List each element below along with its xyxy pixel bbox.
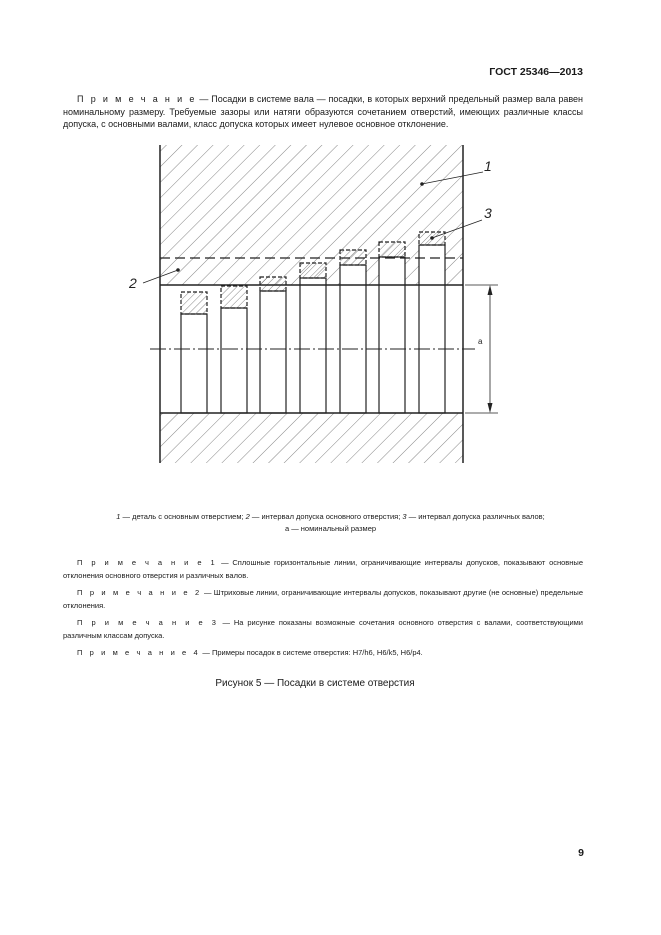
- shaft-1: [181, 314, 207, 413]
- lower-part-hatch: [160, 413, 463, 463]
- intro-note-label: П р и м е ч а н и е: [77, 94, 197, 104]
- legend-line-2: а — номинальный размер: [284, 524, 377, 533]
- note-2: [63, 586, 583, 612]
- note-2-text: — Штриховые линии, ограничивающие интервалы допусков, показывают другие (не основные) предельные отклонения.: [63, 588, 583, 610]
- legend-num-2: 2: [245, 512, 250, 521]
- note-3: [63, 616, 583, 642]
- callout-2: 2: [129, 275, 137, 291]
- note-3-text: — На рисунке показаны возможные сочетания основного отверстия с валами, соответствующими различным классам допуска.: [63, 618, 583, 640]
- shaft-6: [379, 257, 405, 413]
- note-3-label: П р и м е ч а н и е 3: [77, 618, 219, 627]
- intro-note-text: — Посадки в системе вала — посадки, в которых верхний предельный размер вала равен номинальному размеру. Требуемые зазоры или натяги образуются сочетанием отверстий, имеющих различные классы допуска, с основными валами, класс допуска которых имеет нулевое основное отклонение.: [63, 94, 583, 129]
- notes: [63, 556, 583, 663]
- leader-1-dot: [420, 182, 424, 186]
- shaft-zone-2: [221, 286, 247, 308]
- legend-num-3: 3: [402, 512, 407, 521]
- legend-text-2: — интервал допуска основного отверстия;: [249, 512, 403, 521]
- legend-text-3: — интервал допуска различных валов;: [406, 512, 545, 521]
- shaft-3: [260, 291, 286, 413]
- shaft-zone-3: [260, 277, 286, 291]
- note-1: [63, 556, 583, 582]
- callout-1: 1: [484, 158, 492, 174]
- intro-note: [63, 93, 583, 131]
- document-code: ГОСТ 25346—2013: [489, 66, 583, 78]
- note-1-label: П р и м е ч а н и е 1: [77, 558, 218, 567]
- shaft-5: [340, 265, 366, 413]
- shaft-zone-1: [181, 292, 207, 314]
- dim-arrow-bottom: [488, 403, 493, 413]
- shaft-zone-6: [379, 242, 405, 257]
- figure-legend: [58, 511, 603, 535]
- note-4: [63, 646, 583, 659]
- dim-label: а: [478, 337, 483, 346]
- note-4-label: П р и м е ч а н и е 4: [77, 648, 201, 657]
- shaft-4: [300, 278, 326, 413]
- leader-2-dot: [176, 268, 180, 272]
- tolerance-diagram: [115, 140, 535, 470]
- page-number: 9: [578, 847, 584, 859]
- callout-3: 3: [484, 205, 492, 221]
- shaft-zone-4: [300, 263, 326, 278]
- note-4-text: — Примеры посадок в системе отверстия: H7/h6, H6/k5, H6/p4.: [200, 648, 423, 657]
- leader-3-dot: [430, 236, 434, 240]
- note-2-label: П р и м е ч а н и е 2: [77, 588, 202, 597]
- shaft-7: [419, 245, 445, 413]
- shaft-2: [221, 308, 247, 413]
- legend-line-1: [58, 511, 603, 523]
- note-1-text: — Сплошные горизонтальные линии, ограничивающие интервалы допусков, показывают основные отклонения основного отверстия и различных валов.: [63, 558, 583, 580]
- figure-caption: Рисунок 5 — Посадки в системе отверстия: [215, 678, 415, 689]
- legend-num-1: 1: [116, 512, 121, 521]
- legend-text-1: — деталь с основным отверстием;: [120, 512, 246, 521]
- dim-arrow-top: [488, 285, 493, 295]
